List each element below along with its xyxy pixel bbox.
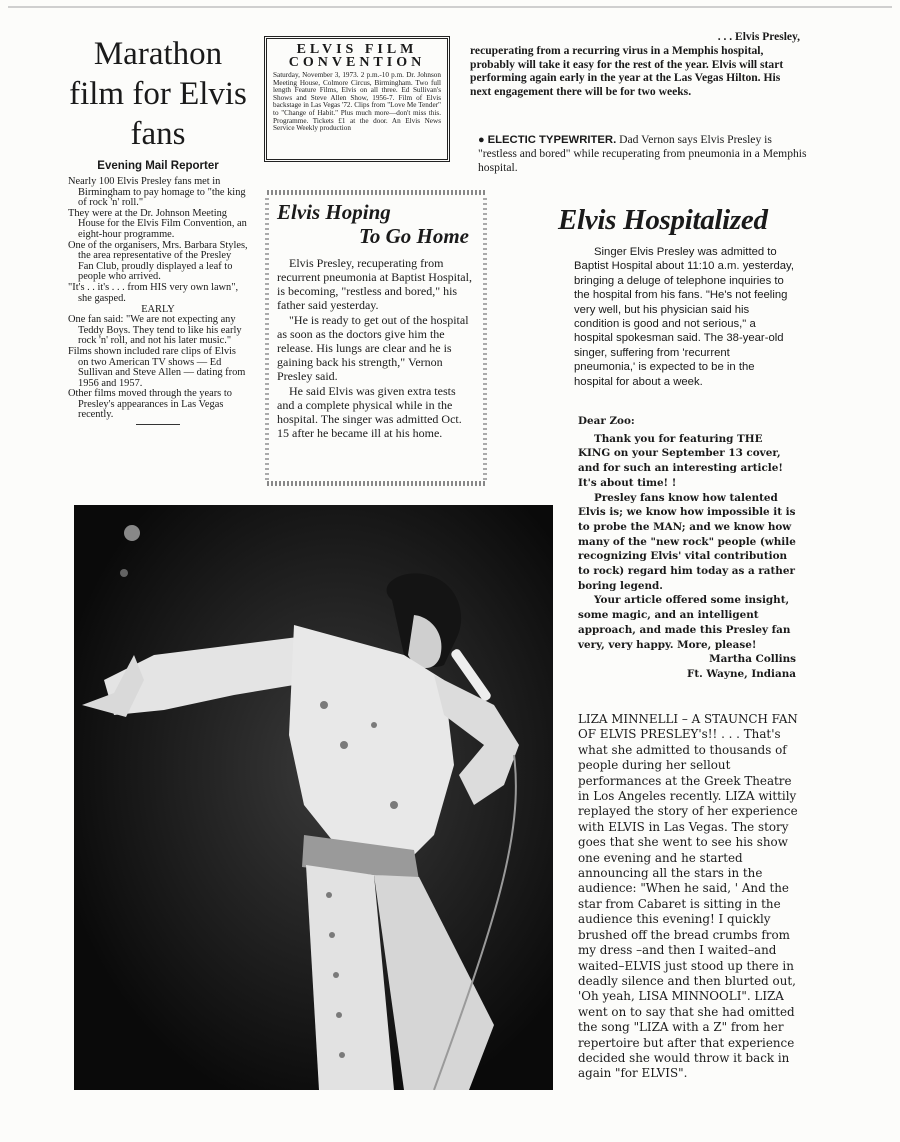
marathon-paragraph: Nearly 100 Elvis Presley fans met in Birmingham to pay homage to "the king of rock 'n' roll." (68, 176, 246, 209)
hoping-paragraph: Elvis Presley, recuperating from recurrent pneumonia at Baptist Hospital, is becoming, "restless and bored," his father said yesterday. (277, 256, 472, 312)
hospitalized-headline: Elvis Hospitalized (558, 204, 768, 236)
marathon-subhead: EARLY (141, 304, 175, 316)
letter-paragraph: Your article offered some insight, some magic, and an intelligent approach, and made this Presley fan very, very happy. More, please! (578, 594, 791, 651)
marathon-byline: Evening Mail Reporter (97, 160, 219, 172)
bullet-icon: ● (478, 134, 485, 146)
marathon-paragraph: One of the organisers, Mrs. Barbara Styles, the area representative of the Presley Fan Club, proudly displayed a leaf to people who arrived. (68, 239, 248, 283)
recuperating-text: recuperating from a recurring virus in a Memphis hospital, probably will take it easy for the rest of the year. Elvis will start performing again early in the year at the Las Vegas Hilton. His next engagement there will be for two weeks. (470, 44, 784, 98)
hoping-paragraph: He said Elvis was given extra tests and a complete physical while in the hospital. The singer was admitted Oct. 15 after he became ill at his home. (277, 384, 462, 440)
hoping-paragraph: "He is ready to get out of the hospital as soon as the doctors give him the release. His lungs are clear and he is gaining back his strength," Vernon Presley said. (277, 313, 469, 383)
reader-letter (578, 414, 796, 682)
marathon-end-rule (136, 424, 180, 425)
marathon-paragraph: "It's . . it's . . . from HIS very own lawn", she gasped. (68, 281, 239, 304)
hoping-top-border (267, 190, 485, 195)
typewriter-text: Dad Vernon says Elvis Presley is "restless and bored" while recuperating from pneumonia in a Memphis hospital. (478, 133, 807, 174)
performer-silhouette (74, 505, 553, 1090)
convention-title-line1: ELVIS FILM (296, 42, 418, 57)
convention-notice (264, 36, 450, 162)
marathon-paragraph: One fan said: "We are not expecting any Teddy Boys. They tend to like his early rock 'n' roll, and not his later music." (68, 314, 242, 347)
recuperating-note (470, 30, 800, 98)
hoping-headline-line1: Elvis Hoping (277, 200, 391, 224)
elvis-performance-photo (74, 505, 553, 1090)
hospitalized-article (558, 203, 794, 389)
marathon-headline: Marathon film for Elvis fans (69, 36, 247, 152)
hospitalized-text: Singer Elvis Presley was admitted to Baptist Hospital about 11:10 a.m. yesterday, bringing a deluge of telephone inquiries to the hospital from his fans. "He's not feeling very well, but his physician said his condition is good and not serious," a hospital spokesman said. The 38-year-old singer, suffering from 'recurrent pneumonia,' is expected to be in the hospital for about a week. (574, 246, 794, 388)
marathon-paragraph: They were at the Dr. Johnson Meeting House for the Elvis Film Convention, an eight-hour programme. (68, 207, 247, 240)
hoping-article (263, 190, 489, 486)
marathon-article (68, 34, 248, 425)
liza-article (578, 712, 804, 1082)
hoping-right-border (483, 196, 487, 480)
liza-text: LIZA MINNELLI – A STAUNCH FAN OF ELVIS PRESLEY's!! . . . That's what she admitted to thousands of people during her sellout performances at the Greek Theatre in Los Angeles recently. LIZA wittily replayed the story of her experience with ELVIS in Las Vegas. The story goes that she went to see his show one evening and he started announcing all the stars in the audience: "When he said, ' And the star from Cabaret is sitting in the audience this evening! I quickly brushed off the bread crumbs from my dress –and then I waited–and waited–ELVIS just stood up there in deadly silence and then blurted out, 'Oh yeah, LISA MINNOOLI". LIZA went on to say that she had omitted the song "LIZA with a Z" from her repertoire but after that experience decided she would throw it back in again "for ELVIS". (578, 712, 798, 1081)
recuperating-lead: . . . Elvis Presley, (717, 31, 800, 43)
hoping-left-border (265, 196, 269, 480)
convention-title-line2: CONVENTION (288, 55, 426, 70)
letter-signature-place: Ft. Wayne, Indiana (687, 667, 796, 680)
letter-paragraph: Presley fans know how talented Elvis is; we know how impossible it is to probe the MAN; and we know how many of the "new rock" people (while recognizing Elvis' vital contribution to rock) regard him today as a rather boring legend. (578, 491, 796, 592)
letter-signature-name: Martha Collins (709, 653, 796, 666)
letter-salutation: Dear Zoo: (578, 415, 635, 427)
hoping-headline-line2: To Go Home (358, 224, 469, 248)
letter-paragraph: Thank you for featuring THE KING on your September 13 cover, and for such an interesting article! It's about time! ! (578, 432, 783, 489)
page-edge-line (8, 6, 892, 8)
marathon-paragraph: Other films moved through the years to Presley's appearances in Las Vegas recently. (68, 388, 232, 421)
convention-details: Saturday, November 3, 1973. 2 p.m.-10 p.m. Dr. Johnson Meeting House, Colmore Circus, Birmingham. Two full length Feature Films, Elvis on all three. Ed Sullivan's Shows and Steve Allen Show, 1956-7. Film of Elvis backstage in Las Vegas '72. Clips from "Love Me Tender" to "Change of Habit." Plus much more—don't miss this. Programme. Tickets £1 at the door. An Elvis News Service Weekly production (273, 71, 441, 133)
typewriter-label: ELECTIC TYPEWRITER. (487, 134, 617, 146)
marathon-paragraph: Films shown included rare clips of Elvis on two American TV shows — Ed Sullivan and Steve Allen — dating from 1956 and 1957. (68, 345, 246, 389)
typewriter-note (478, 133, 812, 175)
hoping-bottom-border (267, 481, 485, 486)
